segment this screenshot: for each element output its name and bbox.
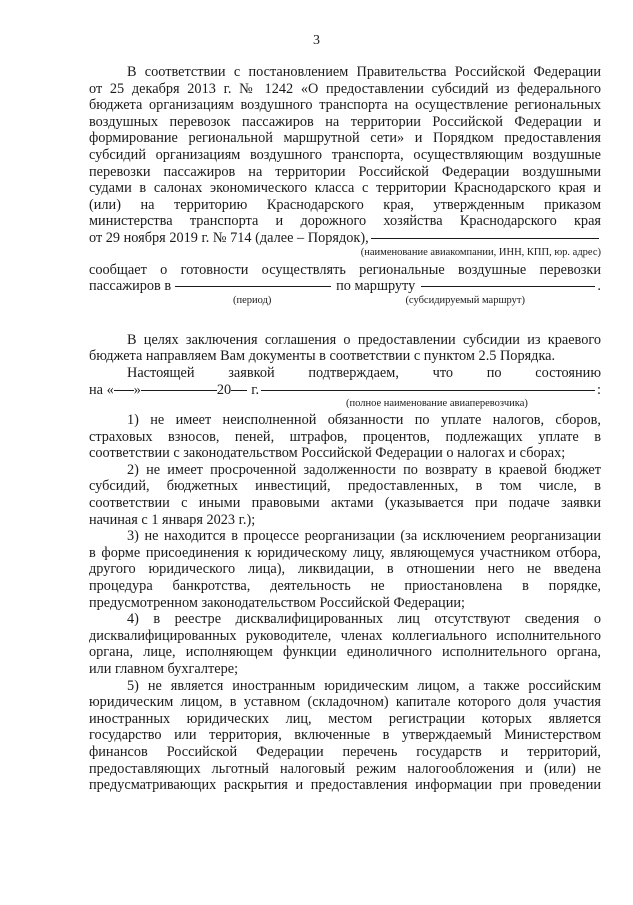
item-line: в форме присоединения к юридическому лицу, являющемуся участником отбора, bbox=[89, 544, 601, 561]
item-line: соответствии с законодательством Российской Федерации о налогах и сборах; bbox=[89, 445, 566, 462]
date-year-field[interactable] bbox=[231, 389, 247, 391]
intro-line: судами в салонах экономического класса с территории Краснодарского края и bbox=[89, 180, 601, 197]
item-line: соответствии с иными правовыми актами (указывается при подаче заявки bbox=[89, 495, 601, 512]
confirm-line: Настоящей заявкой подтверждаем, что по состоянию bbox=[127, 364, 601, 381]
airline-hint: (наименование авиакомпании, ИНН, КПП, юр. адрес) bbox=[360, 246, 601, 258]
date-colon: : bbox=[597, 381, 601, 398]
date-mid: » bbox=[133, 381, 141, 398]
item-line: 3) не находится в процессе реорганизации (за исключением реорганизации bbox=[127, 528, 601, 545]
date-month-field[interactable] bbox=[141, 389, 217, 391]
period-route-line bbox=[89, 278, 601, 295]
agreement-paragraph bbox=[89, 332, 601, 365]
ready-line-end: . bbox=[597, 278, 601, 295]
period-route-hints bbox=[89, 295, 601, 307]
item-line: 2) не имеет просроченной задолженности по возврату в краевой бюджет bbox=[127, 461, 601, 478]
item-3 bbox=[89, 528, 601, 611]
item-line: 4) в реестре дисквалифицированных лиц отсутствуют сведения о bbox=[127, 611, 601, 628]
route-field[interactable] bbox=[421, 285, 595, 287]
item-line: другого юридического лица), ликвидации, в отношении него не введена bbox=[89, 561, 601, 578]
agreement-line: бюджета направляем Вам документы в соответствии с пунктом 2.5 Порядка. bbox=[89, 348, 556, 365]
agreement-line: В целях заключения соглашения о предоставлении субсидии из краевого bbox=[127, 331, 601, 348]
intro-last-line: от 29 ноября 2019 г. № 714 (далее – Порядок), bbox=[89, 229, 369, 246]
item-2 bbox=[89, 462, 601, 528]
intro-line: воздушных перевозок пассажиров на территории Российской Федерации и bbox=[89, 113, 601, 130]
item-line: государство или территория, включенные в утверждаемый Министерством bbox=[89, 727, 601, 744]
confirm-paragraph bbox=[89, 365, 601, 410]
item-line: начиная с 1 января 2023 г.); bbox=[89, 511, 256, 528]
route-hint: (субсидируемый маршрут) bbox=[405, 294, 525, 306]
item-line: субсидий, бюджетных инвестиций, предоставленных, в том числе, в bbox=[89, 478, 601, 495]
intro-line: (или) на территорию Краснодарского края, утвержденным приказом bbox=[89, 196, 601, 213]
date-day-field[interactable] bbox=[114, 389, 134, 391]
item-line: процедура банкротства, деятельность не приостановлена в порядке, bbox=[89, 578, 601, 595]
ready-line-mid: по маршруту bbox=[336, 278, 416, 295]
intro-line: министерства транспорта и дорожного хозяйства Краснодарского края bbox=[89, 213, 601, 230]
date-line bbox=[89, 382, 601, 399]
carrier-hint: (полное наименование авиаперевозчика) bbox=[346, 398, 528, 410]
item-line: 5) не является иностранным юридическим лицом, а также российским bbox=[127, 677, 601, 694]
item-4 bbox=[89, 611, 601, 677]
item-line: 1) не имеет неисполненной обязанности по уплате налогов, сборов, bbox=[127, 412, 601, 429]
date-year-prefix: 20 bbox=[216, 381, 232, 398]
airline-name-line bbox=[89, 230, 601, 247]
intro-line: В соответствии с постановлением Правительства Российской Федерации bbox=[127, 64, 601, 80]
item-line: предусматривающих раскрытия и предоставления информации при проведении bbox=[89, 777, 601, 794]
ready-paragraph bbox=[89, 262, 601, 307]
carrier-name-field[interactable] bbox=[261, 389, 595, 391]
intro-paragraph bbox=[89, 64, 601, 259]
item-line: иностранных юридических лиц, местом регистрации которых является bbox=[89, 710, 601, 727]
intro-line: субсидий организациям воздушного транспорта, осуществляющим воздушные bbox=[89, 146, 601, 163]
ready-line: сообщает о готовности осуществлять региональные воздушные перевозки bbox=[89, 261, 601, 278]
item-line: органа, лице, исполняющем функции единоличного исполнительного органа, bbox=[89, 644, 601, 661]
intro-line: формирование региональной маршрутной сети» и Порядком предоставления bbox=[89, 130, 601, 147]
intro-line: от 25 декабря 2013 г. № 1242 «О предоставлении субсидий из федерального bbox=[89, 80, 601, 97]
ready-line-start: пассажиров в bbox=[89, 278, 172, 295]
airline-name-field[interactable] bbox=[371, 237, 599, 239]
item-line: дисквалифицированных руководителе, членах коллегиального исполнительного bbox=[89, 627, 601, 644]
document-body bbox=[89, 64, 601, 794]
period-field[interactable] bbox=[175, 285, 331, 287]
intro-line: бюджета организациям воздушного транспорта на осуществление региональных bbox=[89, 97, 601, 114]
period-hint: (период) bbox=[233, 294, 272, 306]
item-line: предусмотренном законодательством Российской Федерации; bbox=[89, 594, 465, 611]
item-line: финансов Российской Федерации перечень государств и территорий, bbox=[89, 743, 601, 760]
date-suffix: г. bbox=[251, 381, 260, 398]
item-5 bbox=[89, 678, 601, 794]
intro-line: перевозки пассажиров на территории Российской Федерации воздушными bbox=[89, 163, 601, 180]
item-line: страховых взносов, пеней, штрафов, процентов, подлежащих уплате в bbox=[89, 428, 601, 445]
date-prefix: на « bbox=[89, 381, 114, 398]
item-line: предоставляющих льготный налоговый режим налогообложения и (или) не bbox=[89, 760, 601, 777]
item-1 bbox=[89, 412, 601, 462]
item-line: юридическим лицом, в уставном (складочном) капитале которого доля участия bbox=[89, 694, 601, 711]
item-line: или главном бухгалтере; bbox=[89, 661, 239, 677]
page-number: 3 bbox=[313, 33, 320, 48]
